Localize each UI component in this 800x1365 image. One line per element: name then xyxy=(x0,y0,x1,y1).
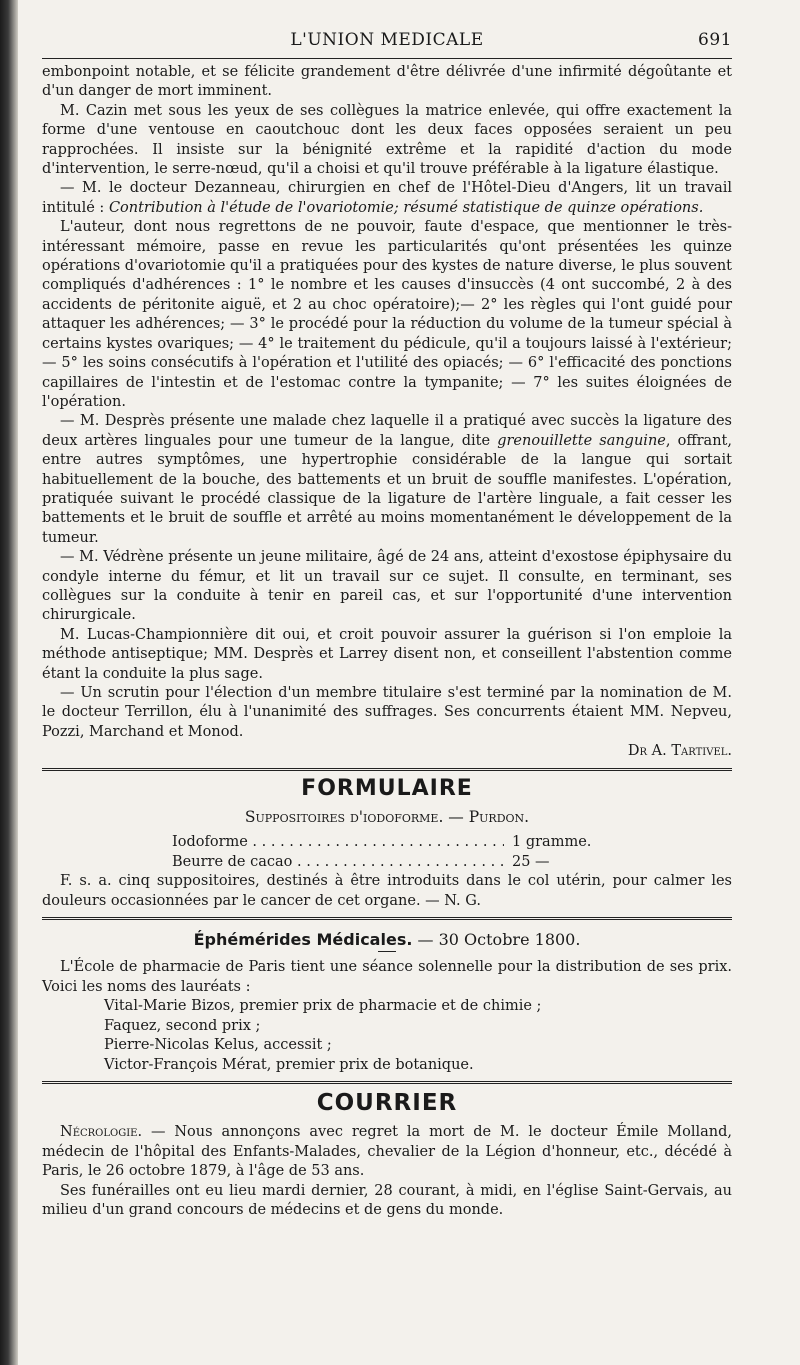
ephemerides-date: — 30 Octobre 1800. xyxy=(417,930,581,950)
ingredient-quantity: 25 — xyxy=(504,853,602,872)
courrier-title: COURRIER xyxy=(316,1089,458,1116)
journal-title: L'UNION MEDICALE xyxy=(290,30,484,50)
dash-divider xyxy=(378,951,396,952)
paragraph: embonpoint notable, et se félicite grandement d'être délivrée d'une infirmité dégoûtante et d'un danger de mort imminent. xyxy=(42,64,732,100)
formulaire-title: FORMULAIRE xyxy=(301,775,473,801)
section-divider xyxy=(42,1081,732,1084)
list-item: Victor-François Mérat, premier prix de botanique. xyxy=(104,1056,474,1073)
paragraph: — Un scrutin pour l'élection d'un membre titulaire s'est terminé par la nomination de M. le docteur Terrillon, élu à l'unanimité des suffrages. Ses concurrents étaient MM. Nepveu, Pozzi, Marchand et Monod. xyxy=(42,685,732,740)
book-spine xyxy=(0,0,18,1365)
signature: Dr A. Tartivel. xyxy=(627,743,732,760)
ephemerides-heading xyxy=(42,930,732,949)
recipe-row xyxy=(172,853,602,872)
list-item: Pierre-Nicolas Kelus, accessit ; xyxy=(104,1037,332,1054)
journal-page xyxy=(42,26,732,1220)
paragraph: M. Cazin met sous les yeux de ses collègues la matrice enlevée, qui offre exactement la forme d'une ventouse en caoutchouc dont les deux faces opposées seraient un peu rapprochées. Il insiste sur la bénignité extrême et la rapidité d'action du mode d'intervention, le serre-nœud, qu'il a choisi et qu'il trouve préférable à la ligature élastique. xyxy=(42,102,732,178)
ingredient-name: Beurre de cacao . . . xyxy=(172,853,504,872)
ingredient-name: Iodoforme . . . xyxy=(172,833,504,852)
paragraph: L'École de pharmacie de Paris tient une séance solennelle pour la distribution de ses prix. Voici les noms des lauréats : xyxy=(42,959,732,995)
work-title: Contribution à l'étude de l'ovariotomie; résumé statistique de quinze opérations. xyxy=(108,199,704,216)
paragraph-text: — M. le docteur Dezanneau, chirurgien en chef de l'Hôtel-Dieu d'Angers, lit un travail intitulé : xyxy=(42,180,732,216)
paragraph: Ses funérailles ont eu lieu mardi dernier, 28 courant, à midi, en l'église Saint-Gervais, au milieu d'un grand concours de médecins et de gens du monde. xyxy=(42,1182,732,1218)
laureate-list xyxy=(104,997,732,1075)
paragraph xyxy=(42,179,732,218)
recipe-row xyxy=(172,833,602,852)
header-rule xyxy=(42,58,732,59)
recipe xyxy=(172,833,602,872)
paragraph-text: — Nous annonçons avec regret la mort de M. le docteur Émile Molland, médecin de l'hôpital des Enfants-Malades, chevalier de la Légion d'honneur, etc., décédé à Paris, le 26 octobre 1879, à l'âge de 53 ans. xyxy=(42,1124,732,1180)
ephemerides-title: Éphémérides Médicales. xyxy=(193,930,413,950)
term: grenouillette sanguine xyxy=(497,432,666,449)
list-item: Faquez, second prix ; xyxy=(104,1017,261,1034)
paragraph: M. Lucas-Championnière dit oui, et croit pouvoir assurer la guérison si l'on emploie la méthode antiseptique; MM. Desprès et Larrey disent non, et conseillent l'abstention comme étant la conduite la plus sage. xyxy=(42,626,732,682)
rubric-label: Nécrologie. xyxy=(60,1124,143,1141)
ingredient-quantity: 1 gramme. xyxy=(504,833,602,852)
paragraph-text: , offrant, entre autres symptômes, une hypertrophie considérable de la langue qui sortait habituellement de la bouche, des battements et un bruit de souffle manifestes. L'opération, pratiquée suivant le procédé classique de la ligature de l'artère linguale, a fait cesser les battements et le bruit de souffle et arrêté au moins momentanément le développement de la tumeur. xyxy=(42,432,732,546)
section-divider xyxy=(42,768,732,771)
paragraph: — M. Védrène présente un jeune militaire, âgé de 24 ans, atteint d'exostose épiphysaire du condyle interne du fémur, et lit un travail sur ce sujet. Il consulte, en terminant, ses collègues sur la conduite à tenir en pareil cas, et sur l'opportunité d'une intervention chirurgicale. xyxy=(42,549,732,624)
list-item: Vital-Marie Bizos, premier prix de pharmacie et de chimie ; xyxy=(104,998,542,1015)
paragraph: F. s. a. cinq suppositoires, destinés à être introduits dans le col utérin, pour calmer les douleurs occasionnées par le cancer de cet organe. — N. G. xyxy=(42,873,732,909)
section-divider xyxy=(42,917,732,920)
paragraph-text: — M. Desprès présente une malade chez laquelle il a pratiqué avec succès la ligature des deux artères linguales pour une tumeur de la langue, dite xyxy=(42,413,732,449)
paragraph xyxy=(42,412,732,548)
running-header xyxy=(42,26,732,54)
formulaire-subtitle: Suppositoires d'iodoforme. — Purdon. xyxy=(244,808,530,827)
paragraph xyxy=(42,1123,732,1181)
page-number: 691 xyxy=(698,30,732,50)
paragraph: L'auteur, dont nous regrettons de ne pouvoir, faute d'espace, que mentionner le très-intéressant mémoire, passe en revue les particularités qu'ont présentées les quinze opérations d'ovariotomie qu'il a pratiquées pour des kystes de nature diverse, le plus souvent compliqués d'adhérences : 1° le nombre et les causes d'insuccès (4 ont succombé, 2 à des accidents de péritonite aiguë, et 2 au choc opératoire);— 2° les règles qui l'ont guidé pour attaquer les adhérences; — 3° le procédé pour la réduction du volume de la tumeur spécial à certains kystes ovariques; — 4° le traitement du pédicule, qu'il a toujours laissé à l'extérieur; — 5° les soins consécutifs à l'opération et l'utilité des opiacés; — 6° l'efficacité des ponctions capillaires de l'intestin et de l'estomac contre la tympanite; — 7° les suites éloignées de l'opération. xyxy=(42,219,732,410)
